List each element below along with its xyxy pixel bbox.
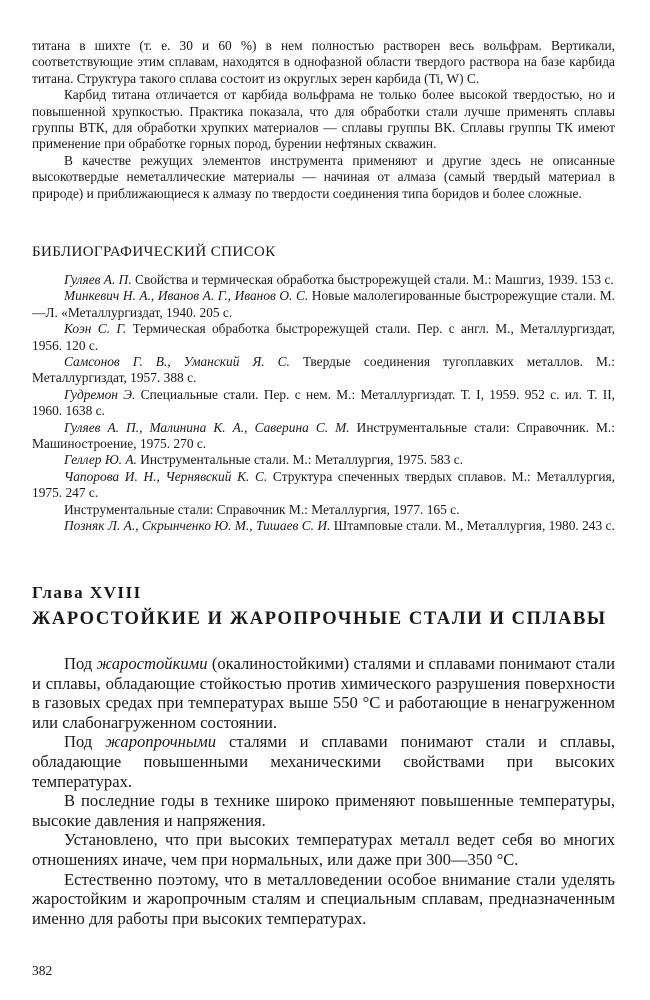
bibliography-item	[32, 518, 615, 534]
chapter-body	[32, 654, 615, 928]
body-text: сталями и сплавами понимают стали и сплавы, обладающие повышенными механическими свойствами при высоких температурах.	[32, 732, 615, 791]
chapter-label: Глава XVIII	[32, 583, 142, 602]
body-paragraph-4: Установлено, что при высоких температурах металл ведет себя во многих отношениях иначе, чем при нормальных, или даже при 300—350 °С.	[32, 830, 615, 869]
body-paragraph-1	[32, 654, 615, 732]
bib-text: Инструментальные стали. М.: Металлургия, 1975. 583 с.	[136, 452, 464, 468]
bib-authors: Минкевич Н. А., Иванов А. Г., Иванов О. С.	[64, 288, 309, 304]
bibliography-item	[32, 387, 615, 420]
bib-authors: Геллер Ю. А.	[64, 452, 137, 468]
bib-text: Штамповые стали. М., Металлургия, 1980. 243 с.	[330, 518, 615, 534]
intro-paragraph-3: В качестве режущих элементов инструмента применяют и другие здесь не описанные высокотвердые неметаллические материалы — начиная от алмаза (самый твердый материал в природе) и приближающиеся к алмазу по твердости соединения типа боридов и более сложные.	[32, 152, 615, 201]
bibliography-heading: БИБЛИОГРАФИЧЕСКИЙ СПИСОК	[32, 244, 276, 260]
bib-text: Инструментальные стали: Справочник. М.: Машиностроение, 1975. 270 с.	[32, 419, 615, 452]
intro-paragraph-2: Карбид титана отличается от карбида вольфрама не только более высокой твердостью, но и повышенной хрупкостью. Практика показала, что для обработки стали лучше применять сплавы группы ВТК, для обработки хрупких материалов — сплавы группы ВК. Сплавы группы ТК имеют применение при обработке горных пород, бурении нефтяных скважин.	[32, 87, 615, 152]
bib-text: Инструментальные стали: Справочник М.: Металлургия, 1977. 165 с.	[64, 501, 460, 517]
bib-authors: Самсонов Г. В., Уманский Я. С.	[64, 354, 290, 370]
bibliography-item	[32, 321, 615, 354]
body-text: Под	[64, 654, 97, 673]
body-text: (окалиностойкими) сталями и сплавами понимают стали и сплавы, обладающие стойкостью против химического разрушения поверхности в газовых средах при температурах выше 550 °С и работающие в ненагруженном или слабонагруженном состоянии.	[32, 654, 615, 732]
bib-authors: Гуляев А. П., Малинина К. А., Саверина С. М.	[64, 419, 350, 435]
page-number: 382	[32, 963, 53, 978]
bibliography-item	[32, 354, 615, 387]
bibliography-list	[32, 272, 615, 535]
bibliography-item	[32, 502, 615, 518]
bib-text: Специальные стали. Пер. с нем. М.: Металлургиздат. Т. I, 1959. 952 с. ил. Т. II, 1960. 1638 с.	[32, 386, 615, 419]
bibliography-item	[32, 420, 615, 453]
intro-paragraph-1: титана в шихте (т. е. 30 и 60 %) в нем полностью растворен весь вольфрам. Вертикали, соответствующие этим сплавам, находятся в однофазной области твердого раствора на базе карбида титана. Структура такого сплава состоит из округлых зерен карбида (Ti, W) C.	[32, 38, 615, 86]
bib-text: Свойства и термическая обработка быстрорежущей стали. М.: Машгиз, 1939. 153 с.	[131, 272, 614, 287]
bib-text: Термическая обработка быстрорежущей стали. Пер. с англ. М., Металлургиздат, 1956. 120 с.	[32, 321, 615, 353]
body-paragraph-3: В последние годы в технике широко применяют повышенные температуры, высокие давления и напряжения.	[32, 791, 615, 830]
bib-authors: Гуляев А. П.	[64, 272, 132, 287]
intro-text	[32, 38, 615, 202]
bibliography-item	[32, 272, 615, 288]
bibliography-item	[32, 469, 615, 502]
term-creep-resistant: жаропрочными	[105, 732, 217, 752]
body-paragraph-2	[32, 732, 615, 791]
bib-authors: Позняк Л. А., Скрынченко Ю. М., Тишаев С. И.	[64, 518, 331, 534]
bib-authors: Чапорова И. Н., Чернявский К. С.	[64, 468, 268, 484]
body-text: Под	[64, 732, 106, 752]
bib-text: Новые малолегированные быстрорежущие стали. М.—Л. «Металлургиздат, 1940. 205 с.	[32, 288, 615, 320]
chapter-title: ЖАРОСТОЙКИЕ И ЖАРОПРОЧНЫЕ СТАЛИ И СПЛАВЫ	[32, 609, 607, 629]
bib-authors: Гудремон Э.	[64, 386, 136, 402]
bib-authors: Коэн С. Г.	[64, 321, 127, 337]
bibliography-item	[32, 452, 615, 468]
bib-text: Структура спеченных твердых сплавов. М.: Металлургия, 1975. 247 с.	[32, 468, 615, 501]
body-paragraph-5: Естественно поэтому, что в металловедении особое внимание стали уделять жаростойким и жаропрочным сталям и специальным сплавам, предназначенным именно для работы при высоких температурах.	[32, 869, 615, 928]
bibliography-item	[32, 288, 615, 321]
term-heat-resistant: жаростойкими	[96, 654, 208, 673]
bib-text: Твердые соединения тугоплавких металлов. М.: Металлургиздат, 1957. 388 с.	[32, 354, 615, 386]
